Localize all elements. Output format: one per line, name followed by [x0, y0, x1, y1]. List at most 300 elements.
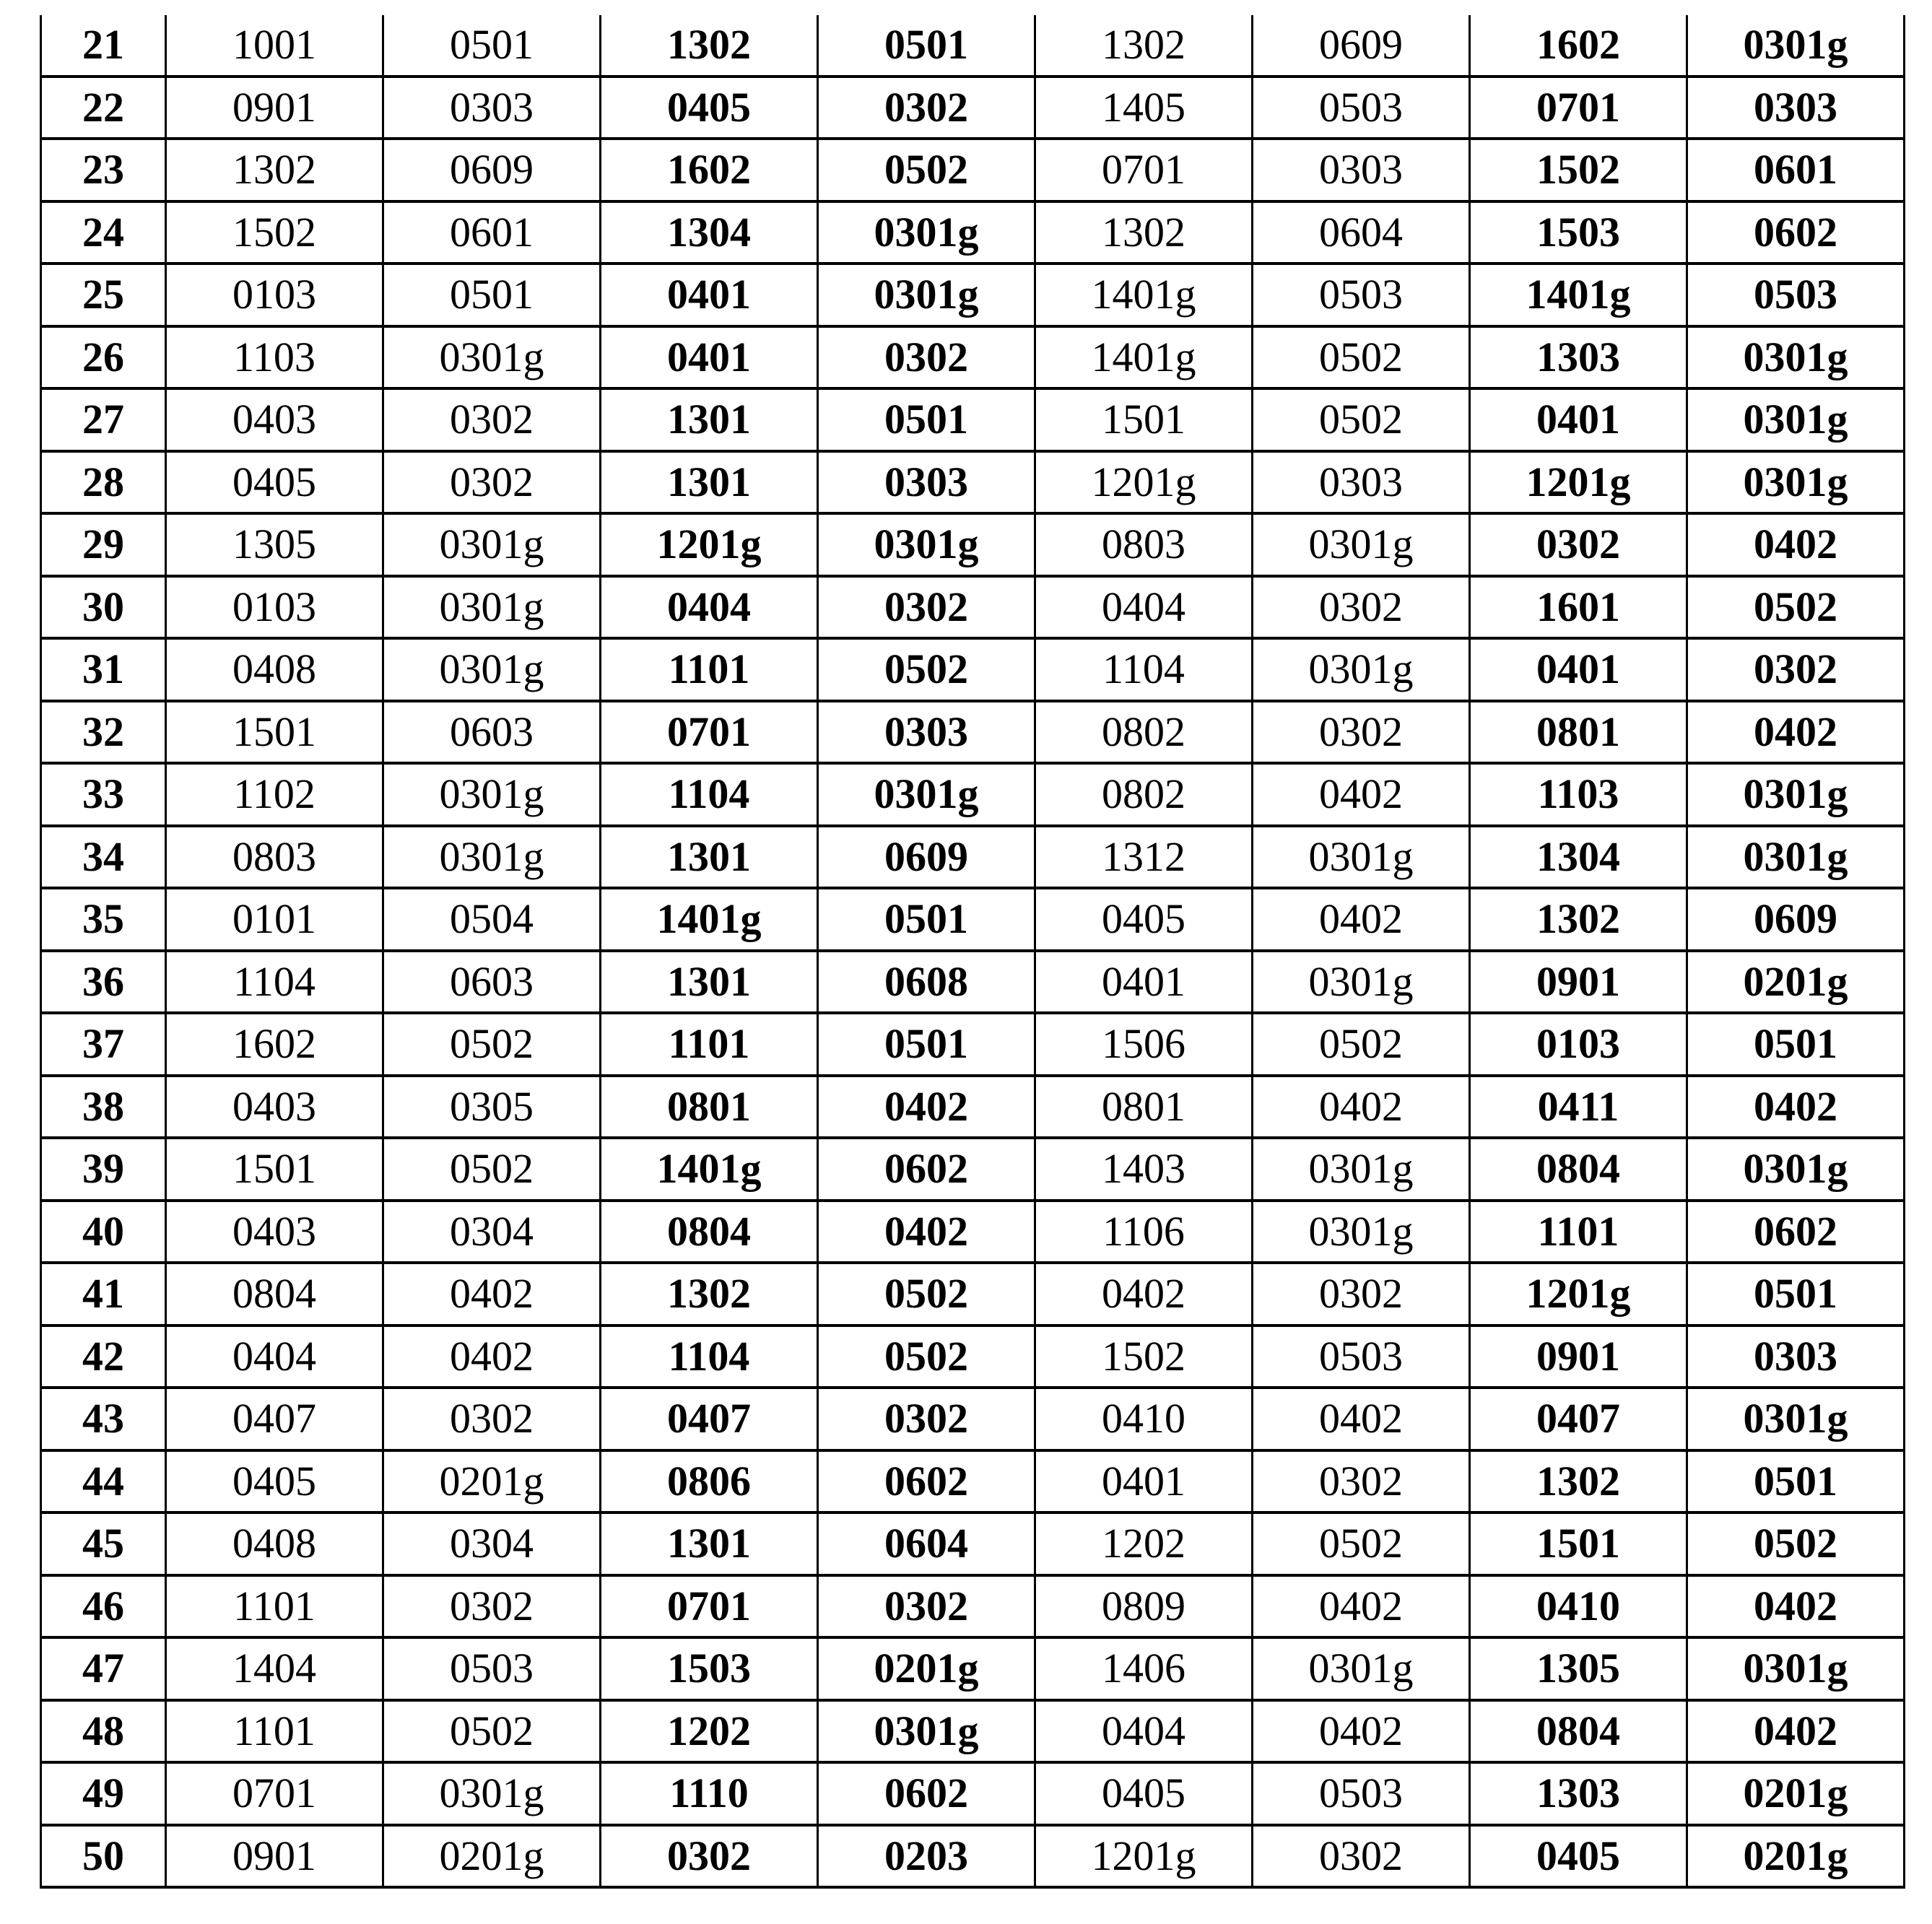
table-cell: 0302 [1470, 513, 1687, 576]
table-cell: 0502 [1253, 388, 1470, 451]
table-row [41, 1138, 1905, 1201]
table-row [41, 763, 1905, 826]
table-cell: 1405 [1035, 77, 1253, 139]
row-number-cell: 24 [41, 201, 166, 264]
table-cell: 0901 [166, 77, 383, 139]
row-number-cell: 31 [41, 638, 166, 701]
table-cell: 0602 [1687, 1201, 1905, 1263]
table-row [41, 388, 1905, 451]
table-cell: 0302 [1253, 1450, 1470, 1513]
table-row [41, 513, 1905, 576]
row-number-cell: 32 [41, 701, 166, 764]
table-cell: 1501 [1035, 388, 1253, 451]
table-cell: 0301g [1687, 1637, 1905, 1700]
table-cell: 1201g [601, 513, 818, 576]
table-cell: 1503 [1470, 201, 1687, 264]
table-cell: 0804 [1470, 1138, 1687, 1201]
table-row [41, 1762, 1905, 1825]
table-row [41, 1013, 1905, 1076]
table-cell: 0302 [1253, 1825, 1470, 1888]
table-cell: 0502 [818, 638, 1035, 701]
table-cell: 0502 [1687, 1512, 1905, 1575]
table-cell: 0404 [601, 576, 818, 639]
row-number-cell: 30 [41, 576, 166, 639]
table-cell: 0701 [601, 701, 818, 764]
table-cell: 1302 [1035, 201, 1253, 264]
table-cell: 1101 [166, 1700, 383, 1763]
table-row [41, 1700, 1905, 1763]
table-cell: 0501 [383, 15, 601, 77]
table-cell: 0609 [818, 826, 1035, 889]
table-cell: 0601 [383, 201, 601, 264]
table-cell: 0402 [1687, 1575, 1905, 1638]
row-number-cell: 45 [41, 1512, 166, 1575]
table-cell: 0301g [1687, 388, 1905, 451]
table-cell: 1401g [1470, 264, 1687, 326]
table-cell: 1501 [166, 1138, 383, 1201]
row-number-cell: 40 [41, 1201, 166, 1263]
table-cell: 0201g [1687, 1762, 1905, 1825]
table-cell: 0301g [1253, 1201, 1470, 1263]
table-row [41, 326, 1905, 389]
table-cell: 1312 [1035, 826, 1253, 889]
table-cell: 0405 [601, 77, 818, 139]
row-number-cell: 44 [41, 1450, 166, 1513]
table-cell: 1401g [1035, 326, 1253, 389]
table-cell: 0301g [818, 763, 1035, 826]
table-cell: 0701 [601, 1575, 818, 1638]
table-cell: 1502 [166, 201, 383, 264]
table-cell: 0809 [1035, 1575, 1253, 1638]
table-row [41, 1201, 1905, 1263]
table-row [41, 576, 1905, 639]
table-row [41, 1388, 1905, 1450]
table-cell: 1406 [1035, 1637, 1253, 1700]
table-cell: 0402 [818, 1201, 1035, 1263]
row-number-cell: 27 [41, 388, 166, 451]
table-cell: 1102 [166, 763, 383, 826]
table-cell: 0504 [383, 888, 601, 951]
table-cell: 1302 [1035, 15, 1253, 77]
table-cell: 1401g [601, 1138, 818, 1201]
table-cell: 0303 [1253, 139, 1470, 201]
table-cell: 0502 [1253, 1013, 1470, 1076]
table-cell: 1601 [1470, 576, 1687, 639]
row-number-cell: 35 [41, 888, 166, 951]
table-cell: 1304 [601, 201, 818, 264]
table-cell: 0701 [1470, 77, 1687, 139]
table-cell: 0302 [601, 1825, 818, 1888]
table-cell: 0305 [383, 1076, 601, 1139]
table-row [41, 1326, 1905, 1388]
row-number-cell: 25 [41, 264, 166, 326]
table-cell: 0502 [818, 1326, 1035, 1388]
table-cell: 0302 [818, 77, 1035, 139]
table-cell: 0407 [1470, 1388, 1687, 1450]
table-cell: 0203 [818, 1825, 1035, 1888]
table-cell: 1501 [1470, 1512, 1687, 1575]
table-cell: 1501 [166, 701, 383, 764]
table-cell: 0609 [383, 139, 601, 201]
allele-data-table [40, 15, 1905, 1889]
row-number-cell: 36 [41, 951, 166, 1014]
table-cell: 0402 [1687, 513, 1905, 576]
table-cell: 0501 [1687, 1013, 1905, 1076]
table-cell: 0402 [383, 1263, 601, 1326]
table-cell: 0402 [1687, 1700, 1905, 1763]
table-cell: 0405 [1035, 1762, 1253, 1825]
table-cell: 0501 [1687, 1263, 1905, 1326]
table-cell: 0301g [1687, 326, 1905, 389]
table-cell: 0404 [166, 1326, 383, 1388]
table-cell: 0502 [818, 1263, 1035, 1326]
table-cell: 0503 [1253, 264, 1470, 326]
table-row [41, 951, 1905, 1014]
row-number-cell: 42 [41, 1326, 166, 1388]
table-cell: 0404 [1035, 576, 1253, 639]
table-cell: 0301g [1687, 15, 1905, 77]
table-cell: 1001 [166, 15, 383, 77]
table-cell: 1302 [601, 1263, 818, 1326]
table-cell: 0701 [166, 1762, 383, 1825]
table-cell: 0301g [1253, 638, 1470, 701]
table-cell: 0804 [166, 1263, 383, 1326]
table-cell: 0302 [818, 1388, 1035, 1450]
table-cell: 0303 [1687, 1326, 1905, 1388]
table-cell: 0801 [1035, 1076, 1253, 1139]
row-number-cell: 23 [41, 139, 166, 201]
table-row [41, 1263, 1905, 1326]
table-cell: 1503 [601, 1637, 818, 1700]
table-cell: 0502 [1253, 1512, 1470, 1575]
table-cell: 0801 [601, 1076, 818, 1139]
table-cell: 1301 [601, 951, 818, 1014]
table-cell: 0302 [818, 576, 1035, 639]
table-cell: 1401g [1035, 264, 1253, 326]
table-cell: 1404 [166, 1637, 383, 1700]
table-cell: 0301g [818, 264, 1035, 326]
table-cell: 0602 [818, 1138, 1035, 1201]
table-cell: 0201g [383, 1450, 601, 1513]
row-number-cell: 34 [41, 826, 166, 889]
table-cell: 0502 [1687, 576, 1905, 639]
table-row [41, 77, 1905, 139]
table-cell: 1106 [1035, 1201, 1253, 1263]
table-cell: 0803 [1035, 513, 1253, 576]
table-cell: 0304 [383, 1512, 601, 1575]
table-cell: 1302 [1470, 888, 1687, 951]
table-cell: 0410 [1470, 1575, 1687, 1638]
table-cell: 0609 [1687, 888, 1905, 951]
table-cell: 1303 [1470, 1762, 1687, 1825]
table-cell: 0302 [1253, 1263, 1470, 1326]
table-cell: 1305 [1470, 1637, 1687, 1700]
table-cell: 0405 [1470, 1825, 1687, 1888]
table-cell: 1101 [1470, 1201, 1687, 1263]
table-cell: 1602 [1470, 15, 1687, 77]
table-cell: 0608 [818, 951, 1035, 1014]
table-cell: 0408 [166, 638, 383, 701]
table-cell: 0303 [818, 451, 1035, 514]
table-cell: 0301g [1687, 1138, 1905, 1201]
table-cell: 0301g [383, 638, 601, 701]
table-cell: 0602 [1687, 201, 1905, 264]
table-cell: 1305 [166, 513, 383, 576]
table-cell: 0602 [818, 1762, 1035, 1825]
table-cell: 0103 [1470, 1013, 1687, 1076]
table-cell: 1301 [601, 451, 818, 514]
table-cell: 0301g [1687, 763, 1905, 826]
table-cell: 0303 [818, 701, 1035, 764]
table-cell: 0303 [1253, 451, 1470, 514]
table-cell: 0301g [383, 826, 601, 889]
table-cell: 0301g [1253, 1637, 1470, 1700]
table-cell: 0405 [166, 451, 383, 514]
table-row [41, 701, 1905, 764]
table-cell: 0403 [166, 1076, 383, 1139]
table-row [41, 139, 1905, 201]
table-cell: 0404 [1035, 1700, 1253, 1763]
table-cell: 1506 [1035, 1013, 1253, 1076]
table-cell: 0302 [383, 451, 601, 514]
row-number-cell: 47 [41, 1637, 166, 1700]
table-cell: 0301g [818, 201, 1035, 264]
table-cell: 0502 [818, 139, 1035, 201]
table-row [41, 1450, 1905, 1513]
table-cell: 1302 [1470, 1450, 1687, 1513]
table-cell: 0301g [818, 513, 1035, 576]
table-cell: 0502 [383, 1700, 601, 1763]
table-cell: 0901 [166, 1825, 383, 1888]
table-cell: 0604 [1253, 201, 1470, 264]
table-cell: 0401 [1035, 1450, 1253, 1513]
table-cell: 1602 [166, 1013, 383, 1076]
table-cell: 1103 [166, 326, 383, 389]
table-cell: 1301 [601, 826, 818, 889]
table-cell: 0301g [818, 1700, 1035, 1763]
table-cell: 0103 [166, 576, 383, 639]
table-cell: 0301g [383, 763, 601, 826]
table-row [41, 1076, 1905, 1139]
table-cell: 0609 [1253, 15, 1470, 77]
table-cell: 0603 [383, 951, 601, 1014]
table-cell: 0401 [1470, 388, 1687, 451]
table-cell: 0301g [1253, 826, 1470, 889]
row-number-cell: 48 [41, 1700, 166, 1763]
table-cell: 0407 [601, 1388, 818, 1450]
table-cell: 0401 [601, 326, 818, 389]
table-row [41, 451, 1905, 514]
row-number-cell: 21 [41, 15, 166, 77]
table-row [41, 638, 1905, 701]
table-cell: 1101 [166, 1575, 383, 1638]
table-cell: 0502 [383, 1013, 601, 1076]
table-cell: 0401 [601, 264, 818, 326]
table-cell: 1403 [1035, 1138, 1253, 1201]
row-number-cell: 22 [41, 77, 166, 139]
table-cell: 1201g [1470, 451, 1687, 514]
table-body [41, 15, 1905, 1887]
table-cell: 0604 [818, 1512, 1035, 1575]
table-cell: 1104 [1035, 638, 1253, 701]
row-number-cell: 38 [41, 1076, 166, 1139]
table-cell: 1303 [1470, 326, 1687, 389]
table-cell: 0411 [1470, 1076, 1687, 1139]
table-cell: 1104 [601, 763, 818, 826]
table-cell: 0301g [1687, 451, 1905, 514]
table-cell: 0407 [166, 1388, 383, 1450]
row-number-cell: 39 [41, 1138, 166, 1201]
table-cell: 0201g [818, 1637, 1035, 1700]
table-cell: 1103 [1470, 763, 1687, 826]
table-cell: 0802 [1035, 763, 1253, 826]
table-cell: 0302 [818, 1575, 1035, 1638]
table-cell: 1201g [1035, 1825, 1253, 1888]
table-cell: 0501 [818, 15, 1035, 77]
table-cell: 1202 [601, 1700, 818, 1763]
table-cell: 0301g [1253, 1138, 1470, 1201]
table-cell: 0201g [383, 1825, 601, 1888]
table-cell: 1602 [601, 139, 818, 201]
table-cell: 0401 [1470, 638, 1687, 701]
table-cell: 0301g [1253, 513, 1470, 576]
table-cell: 0403 [166, 1201, 383, 1263]
table-cell: 0402 [1035, 1263, 1253, 1326]
table-cell: 0301g [1687, 1388, 1905, 1450]
table-cell: 1101 [601, 638, 818, 701]
table-cell: 1110 [601, 1762, 818, 1825]
table-cell: 0303 [1687, 77, 1905, 139]
table-cell: 0304 [383, 1201, 601, 1263]
table-cell: 1104 [166, 951, 383, 1014]
table-cell: 0503 [1687, 264, 1905, 326]
row-number-cell: 37 [41, 1013, 166, 1076]
table-cell: 0405 [1035, 888, 1253, 951]
table-cell: 1201g [1035, 451, 1253, 514]
table-cell: 0302 [1253, 701, 1470, 764]
table-row [41, 826, 1905, 889]
table-cell: 0503 [1253, 1326, 1470, 1388]
table-cell: 1301 [601, 1512, 818, 1575]
table-cell: 1104 [601, 1326, 818, 1388]
row-number-cell: 29 [41, 513, 166, 576]
table-cell: 0402 [1253, 1076, 1470, 1139]
table-row [41, 264, 1905, 326]
table-cell: 0301g [1687, 826, 1905, 889]
table-row [41, 15, 1905, 77]
table-row [41, 1637, 1905, 1700]
table-row [41, 1512, 1905, 1575]
row-number-cell: 50 [41, 1825, 166, 1888]
table-cell: 0301g [383, 1762, 601, 1825]
table-cell: 0801 [1470, 701, 1687, 764]
table-cell: 0503 [383, 1637, 601, 1700]
table-row [41, 888, 1905, 951]
table-cell: 0402 [1687, 701, 1905, 764]
table-cell: 0601 [1687, 139, 1905, 201]
table-cell: 0302 [383, 1388, 601, 1450]
table-cell: 0402 [1253, 763, 1470, 826]
table-cell: 0502 [1253, 326, 1470, 389]
table-cell: 0410 [1035, 1388, 1253, 1450]
table-cell: 1302 [601, 15, 818, 77]
table-cell: 0201g [1687, 951, 1905, 1014]
table-cell: 1201g [1470, 1263, 1687, 1326]
table-cell: 1502 [1035, 1326, 1253, 1388]
table-cell: 0901 [1470, 951, 1687, 1014]
table-cell: 0103 [166, 264, 383, 326]
row-number-cell: 41 [41, 1263, 166, 1326]
table-cell: 0501 [818, 888, 1035, 951]
table-cell: 0302 [1687, 638, 1905, 701]
table-cell: 0302 [818, 326, 1035, 389]
table-cell: 0603 [383, 701, 601, 764]
table-cell: 1502 [1470, 139, 1687, 201]
table-cell: 0901 [1470, 1326, 1687, 1388]
table-cell: 0405 [166, 1450, 383, 1513]
table-cell: 0501 [818, 1013, 1035, 1076]
table-cell: 0301g [1253, 951, 1470, 1014]
table-row [41, 201, 1905, 264]
table-cell: 1202 [1035, 1512, 1253, 1575]
table-cell: 0502 [383, 1138, 601, 1201]
table-cell: 0408 [166, 1512, 383, 1575]
table-cell: 0402 [383, 1326, 601, 1388]
row-number-cell: 33 [41, 763, 166, 826]
table-cell: 0302 [383, 388, 601, 451]
table-cell: 0503 [1253, 77, 1470, 139]
table-cell: 1302 [166, 139, 383, 201]
table-row [41, 1575, 1905, 1638]
row-number-cell: 28 [41, 451, 166, 514]
table-cell: 0401 [1035, 951, 1253, 1014]
table-cell: 0503 [1253, 1762, 1470, 1825]
table-cell: 0806 [601, 1450, 818, 1513]
table-cell: 0402 [818, 1076, 1035, 1139]
table-cell: 0301g [383, 513, 601, 576]
table-row [41, 1825, 1905, 1888]
table-cell: 0804 [601, 1201, 818, 1263]
table-cell: 0301g [383, 576, 601, 639]
table-cell: 0701 [1035, 139, 1253, 201]
table-cell: 1304 [1470, 826, 1687, 889]
table-cell: 0402 [1253, 888, 1470, 951]
table-cell: 1301 [601, 388, 818, 451]
row-number-cell: 26 [41, 326, 166, 389]
row-number-cell: 49 [41, 1762, 166, 1825]
table-cell: 0403 [166, 388, 383, 451]
table-cell: 1101 [601, 1013, 818, 1076]
table-cell: 0802 [1035, 701, 1253, 764]
table-cell: 0201g [1687, 1825, 1905, 1888]
table-cell: 0101 [166, 888, 383, 951]
table-cell: 0402 [1253, 1700, 1470, 1763]
table-cell: 1401g [601, 888, 818, 951]
table-cell: 0402 [1253, 1575, 1470, 1638]
table-cell: 0302 [1253, 576, 1470, 639]
table-cell: 0303 [383, 77, 601, 139]
table-cell: 0501 [1687, 1450, 1905, 1513]
table-cell: 0301g [383, 326, 601, 389]
table-cell: 0804 [1470, 1700, 1687, 1763]
table-cell: 0402 [1253, 1388, 1470, 1450]
table-cell: 0501 [383, 264, 601, 326]
row-number-cell: 46 [41, 1575, 166, 1638]
table-cell: 0803 [166, 826, 383, 889]
table-cell: 0501 [818, 388, 1035, 451]
table-cell: 0602 [818, 1450, 1035, 1513]
table-cell: 0402 [1687, 1076, 1905, 1139]
